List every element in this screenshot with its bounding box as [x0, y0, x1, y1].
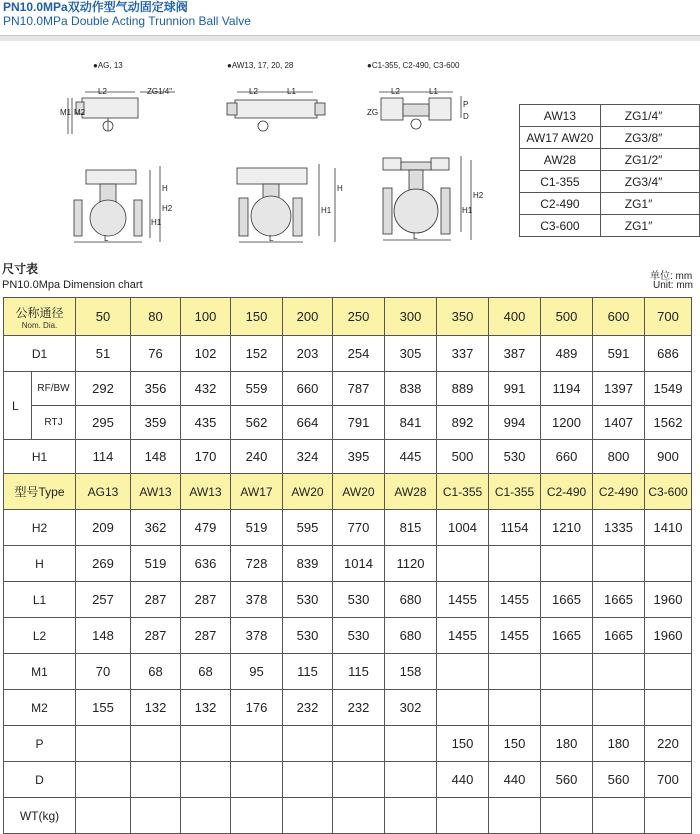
value-cell: 337 — [437, 336, 489, 372]
value-cell: 76 — [131, 336, 181, 372]
value-cell — [645, 654, 692, 690]
value-cell: 841 — [385, 406, 437, 440]
nominal-cell: 100 — [181, 298, 231, 336]
model-cell: AW17 — [231, 474, 283, 510]
value-cell: 155 — [76, 690, 131, 726]
value-cell: 95 — [231, 654, 283, 690]
dim-label: H2 — [162, 204, 173, 213]
value-cell — [489, 798, 541, 834]
nominal-cell: 250 — [333, 298, 385, 336]
dim-label: H — [337, 184, 343, 193]
value-cell: 1200 — [541, 406, 593, 440]
model-cell: AW13 — [131, 474, 181, 510]
row-label: H1 — [4, 440, 76, 474]
model-cell: C1-355 — [520, 171, 601, 193]
dim-label: L2 — [249, 87, 258, 96]
dim-label: P — [463, 100, 469, 109]
value-cell: 287 — [131, 582, 181, 618]
model-cell: C2-490 — [593, 474, 645, 510]
value-cell: 562 — [231, 406, 283, 440]
model-cell: AW17 AW20 — [520, 127, 601, 149]
value-cell: 170 — [181, 440, 231, 474]
table-row — [520, 215, 700, 237]
dim-label: ZG — [367, 108, 379, 117]
value-cell — [489, 654, 541, 690]
value-cell: 440 — [489, 762, 541, 798]
row-sublabel: RTJ — [32, 406, 76, 440]
value-cell: 152 — [231, 336, 283, 372]
thread-cell: ZG1″ — [600, 215, 699, 237]
value-cell — [333, 726, 385, 762]
value-cell — [437, 690, 489, 726]
value-cell: 838 — [385, 372, 437, 406]
value-cell: 302 — [385, 690, 437, 726]
value-cell: 595 — [283, 510, 333, 546]
value-cell: 203 — [283, 336, 333, 372]
title-block — [0, 0, 700, 40]
row-label: P — [4, 726, 76, 762]
value-cell: 115 — [333, 654, 385, 690]
row-label: M1 — [4, 654, 76, 690]
value-cell: 287 — [131, 618, 181, 654]
value-cell — [333, 798, 385, 834]
value-cell — [593, 690, 645, 726]
value-cell: 176 — [231, 690, 283, 726]
value-cell: 232 — [333, 690, 385, 726]
value-cell: 257 — [76, 582, 131, 618]
table-row — [4, 798, 692, 834]
value-cell: 440 — [437, 762, 489, 798]
value-cell: 254 — [333, 336, 385, 372]
dim-label: L — [413, 232, 418, 241]
table-row — [4, 618, 692, 654]
dim-label: H1 — [321, 206, 332, 215]
dim-label: M1 — [60, 108, 72, 117]
dim-label: H — [162, 184, 168, 193]
value-cell: 378 — [231, 582, 283, 618]
value-cell: 324 — [283, 440, 333, 474]
unit-label-cn: 单位: mm — [650, 271, 693, 282]
value-cell — [131, 798, 181, 834]
drawing-aw — [225, 56, 350, 246]
row-label: D — [4, 762, 76, 798]
value-cell — [181, 798, 231, 834]
value-cell: 180 — [593, 726, 645, 762]
table-row — [4, 762, 692, 798]
value-cell: 787 — [333, 372, 385, 406]
value-cell: 1665 — [541, 618, 593, 654]
value-cell: 530 — [333, 618, 385, 654]
value-cell: 1194 — [541, 372, 593, 406]
value-cell: 519 — [131, 546, 181, 582]
value-cell: 991 — [489, 372, 541, 406]
value-cell: 362 — [131, 510, 181, 546]
value-cell: 636 — [181, 546, 231, 582]
value-cell — [76, 798, 131, 834]
nominal-label-en: Nom. Dia. — [21, 320, 58, 330]
row-label: L1 — [4, 582, 76, 618]
row-label: H — [4, 546, 76, 582]
model-cell: C3-600 — [520, 215, 601, 237]
table-row — [4, 336, 692, 372]
nominal-cell: 80 — [131, 298, 181, 336]
value-cell: 150 — [489, 726, 541, 762]
drawing-label: ●AW13, 17, 20, 28 — [227, 61, 294, 70]
value-cell: 148 — [76, 618, 131, 654]
title-divider — [0, 35, 700, 41]
value-cell — [541, 798, 593, 834]
value-cell: 1960 — [645, 618, 692, 654]
value-cell: 1562 — [645, 406, 692, 440]
drawing-label: ●C1-355, C2-490, C3-600 — [367, 61, 460, 70]
value-cell: 132 — [131, 690, 181, 726]
model-cell: AW20 — [283, 474, 333, 510]
value-cell: 839 — [283, 546, 333, 582]
thread-cell: ZG3/8″ — [600, 127, 699, 149]
value-cell: 432 — [181, 372, 231, 406]
value-cell — [385, 798, 437, 834]
value-cell: 900 — [645, 440, 692, 474]
value-cell — [437, 546, 489, 582]
unit-label-en: Unit: mm — [653, 280, 693, 291]
value-cell — [333, 762, 385, 798]
value-cell: 1455 — [489, 618, 541, 654]
value-cell: 68 — [181, 654, 231, 690]
value-cell: 132 — [181, 690, 231, 726]
table-row — [520, 127, 700, 149]
value-cell — [593, 798, 645, 834]
value-cell: 240 — [231, 440, 283, 474]
model-cell: AG13 — [76, 474, 131, 510]
row-label: D1 — [4, 336, 76, 372]
value-cell: 700 — [645, 762, 692, 798]
value-cell: 148 — [131, 440, 181, 474]
value-cell — [437, 798, 489, 834]
value-cell: 51 — [76, 336, 131, 372]
value-cell: 1397 — [593, 372, 645, 406]
value-cell — [541, 654, 593, 690]
value-cell: 1455 — [489, 582, 541, 618]
value-cell — [181, 762, 231, 798]
value-cell — [231, 726, 283, 762]
value-cell: 395 — [333, 440, 385, 474]
value-cell: 1665 — [593, 618, 645, 654]
dim-label: L2 — [98, 87, 107, 96]
dim-label: L2 — [391, 87, 400, 96]
value-cell: 680 — [385, 582, 437, 618]
valve-c-series-diagram — [365, 56, 505, 246]
table-row — [4, 726, 692, 762]
value-cell — [541, 546, 593, 582]
table-row — [4, 582, 692, 618]
value-cell: 305 — [385, 336, 437, 372]
value-cell: 150 — [437, 726, 489, 762]
value-cell — [283, 726, 333, 762]
value-cell: 892 — [437, 406, 489, 440]
value-cell: 287 — [181, 582, 231, 618]
table-row — [4, 440, 692, 474]
value-cell: 791 — [333, 406, 385, 440]
value-cell: 1210 — [541, 510, 593, 546]
value-cell — [231, 762, 283, 798]
dimension-chart-title-cn: 尺寸表 — [2, 262, 39, 276]
dim-label: H2 — [473, 191, 484, 200]
dim-label: M2 — [74, 108, 86, 117]
table-row — [520, 105, 700, 127]
connection-thread-table — [519, 104, 700, 237]
value-cell — [76, 762, 131, 798]
value-cell — [231, 798, 283, 834]
valve-top-view-diagram — [60, 56, 180, 246]
value-cell: 209 — [76, 510, 131, 546]
table-row — [520, 171, 700, 193]
row-label: WT(kg) — [4, 798, 76, 834]
nominal-cell: 700 — [645, 298, 692, 336]
value-cell: 994 — [489, 406, 541, 440]
value-cell: 1549 — [645, 372, 692, 406]
value-cell: 1410 — [645, 510, 692, 546]
value-cell: 591 — [593, 336, 645, 372]
row-label: M2 — [4, 690, 76, 726]
value-cell: 1154 — [489, 510, 541, 546]
value-cell — [645, 798, 692, 834]
dimension-table — [3, 297, 692, 834]
table-row — [4, 406, 692, 440]
value-cell — [541, 690, 593, 726]
value-cell: 559 — [231, 372, 283, 406]
value-cell — [489, 690, 541, 726]
nominal-cell: 50 — [76, 298, 131, 336]
value-cell: 489 — [541, 336, 593, 372]
valve-side-view-diagram — [225, 56, 350, 246]
row-sublabel: RF/BW — [32, 372, 76, 406]
value-cell: 728 — [231, 546, 283, 582]
value-cell: 292 — [76, 372, 131, 406]
value-cell: 445 — [385, 440, 437, 474]
nominal-cell: 400 — [489, 298, 541, 336]
value-cell — [437, 654, 489, 690]
dim-label: D — [463, 112, 469, 121]
drawing-ag13 — [60, 56, 180, 246]
nominal-header-cell — [4, 298, 76, 336]
value-cell: 1455 — [437, 582, 489, 618]
value-cell — [645, 546, 692, 582]
table-row — [4, 474, 692, 510]
value-cell: 800 — [593, 440, 645, 474]
title-en: PN10.0MPa Double Acting Trunnion Ball Valve — [3, 14, 251, 28]
value-cell — [385, 762, 437, 798]
model-cell: AW13 — [181, 474, 231, 510]
drawing-label: ●AG, 13 — [93, 61, 123, 70]
value-cell: 114 — [76, 440, 131, 474]
value-cell: 530 — [333, 582, 385, 618]
row-label: H2 — [4, 510, 76, 546]
value-cell: 815 — [385, 510, 437, 546]
model-cell: C2-490 — [541, 474, 593, 510]
value-cell — [593, 654, 645, 690]
value-cell: 1960 — [645, 582, 692, 618]
model-cell: C2-490 — [520, 193, 601, 215]
value-cell: 686 — [645, 336, 692, 372]
dim-label: ZG1/4" — [147, 87, 173, 96]
table-row — [520, 149, 700, 171]
table-row — [520, 193, 700, 215]
value-cell: 287 — [181, 618, 231, 654]
value-cell: 560 — [593, 762, 645, 798]
value-cell: 102 — [181, 336, 231, 372]
model-cell: C1-355 — [489, 474, 541, 510]
value-cell: 519 — [231, 510, 283, 546]
row-label: L2 — [4, 618, 76, 654]
table-row — [4, 298, 692, 336]
table-row — [4, 654, 692, 690]
value-cell: 889 — [437, 372, 489, 406]
value-cell: 1455 — [437, 618, 489, 654]
thread-cell: ZG3/4″ — [600, 171, 699, 193]
table-row — [4, 546, 692, 582]
value-cell: 232 — [283, 690, 333, 726]
value-cell — [283, 798, 333, 834]
value-cell: 660 — [283, 372, 333, 406]
value-cell: 1014 — [333, 546, 385, 582]
value-cell: 115 — [283, 654, 333, 690]
value-cell: 1004 — [437, 510, 489, 546]
value-cell: 1335 — [593, 510, 645, 546]
value-cell: 70 — [76, 654, 131, 690]
model-cell: AW13 — [520, 105, 601, 127]
value-cell: 356 — [131, 372, 181, 406]
value-cell: 1665 — [541, 582, 593, 618]
table-row — [4, 690, 692, 726]
dimension-chart-title-en: PN10.0Mpa Dimension chart — [2, 279, 143, 291]
model-cell: AW28 — [520, 149, 601, 171]
value-cell: 158 — [385, 654, 437, 690]
value-cell — [76, 726, 131, 762]
value-cell: 1665 — [593, 582, 645, 618]
nominal-cell: 300 — [385, 298, 437, 336]
thread-cell: ZG1/2″ — [600, 149, 699, 171]
value-cell: 220 — [645, 726, 692, 762]
value-cell: 378 — [231, 618, 283, 654]
model-cell: C1-355 — [437, 474, 489, 510]
title-cn: PN10.0MPa双动作型气动固定球阀 — [3, 0, 188, 14]
dim-label: H1 — [151, 218, 162, 227]
thread-cell: ZG1″ — [600, 193, 699, 215]
nominal-cell: 600 — [593, 298, 645, 336]
value-cell — [489, 546, 541, 582]
model-cell: C3-600 — [645, 474, 692, 510]
dim-label: L — [269, 234, 274, 243]
value-cell: 530 — [489, 440, 541, 474]
model-cell: AW20 — [333, 474, 385, 510]
value-cell: 180 — [541, 726, 593, 762]
nominal-cell: 350 — [437, 298, 489, 336]
value-cell: 1407 — [593, 406, 645, 440]
value-cell — [385, 726, 437, 762]
nominal-label-cn: 公称通径 — [15, 305, 64, 320]
model-cell: AW28 — [385, 474, 437, 510]
nominal-cell: 150 — [231, 298, 283, 336]
value-cell: 387 — [489, 336, 541, 372]
model-header-cell: 型号Type — [4, 474, 76, 510]
value-cell — [283, 762, 333, 798]
nominal-cell: 200 — [283, 298, 333, 336]
value-cell: 359 — [131, 406, 181, 440]
value-cell — [181, 726, 231, 762]
value-cell: 1120 — [385, 546, 437, 582]
nominal-cell: 500 — [541, 298, 593, 336]
value-cell: 295 — [76, 406, 131, 440]
value-cell: 660 — [541, 440, 593, 474]
drawing-c — [365, 56, 505, 246]
value-cell — [131, 726, 181, 762]
value-cell: 560 — [541, 762, 593, 798]
value-cell — [593, 546, 645, 582]
value-cell: 530 — [283, 582, 333, 618]
value-cell: 435 — [181, 406, 231, 440]
value-cell: 680 — [385, 618, 437, 654]
value-cell: 500 — [437, 440, 489, 474]
value-cell — [131, 762, 181, 798]
dim-label: L1 — [287, 87, 296, 96]
table-row — [4, 372, 692, 406]
value-cell: 664 — [283, 406, 333, 440]
value-cell: 68 — [131, 654, 181, 690]
dim-label: H1 — [462, 206, 473, 215]
table-row — [4, 510, 692, 546]
value-cell: 479 — [181, 510, 231, 546]
value-cell: 770 — [333, 510, 385, 546]
dim-label: L — [104, 234, 109, 243]
value-cell — [645, 690, 692, 726]
thread-cell: ZG1/4″ — [600, 105, 699, 127]
row-group-label: L — [4, 372, 32, 440]
value-cell: 269 — [76, 546, 131, 582]
dim-label: L1 — [429, 87, 438, 96]
value-cell: 530 — [283, 618, 333, 654]
